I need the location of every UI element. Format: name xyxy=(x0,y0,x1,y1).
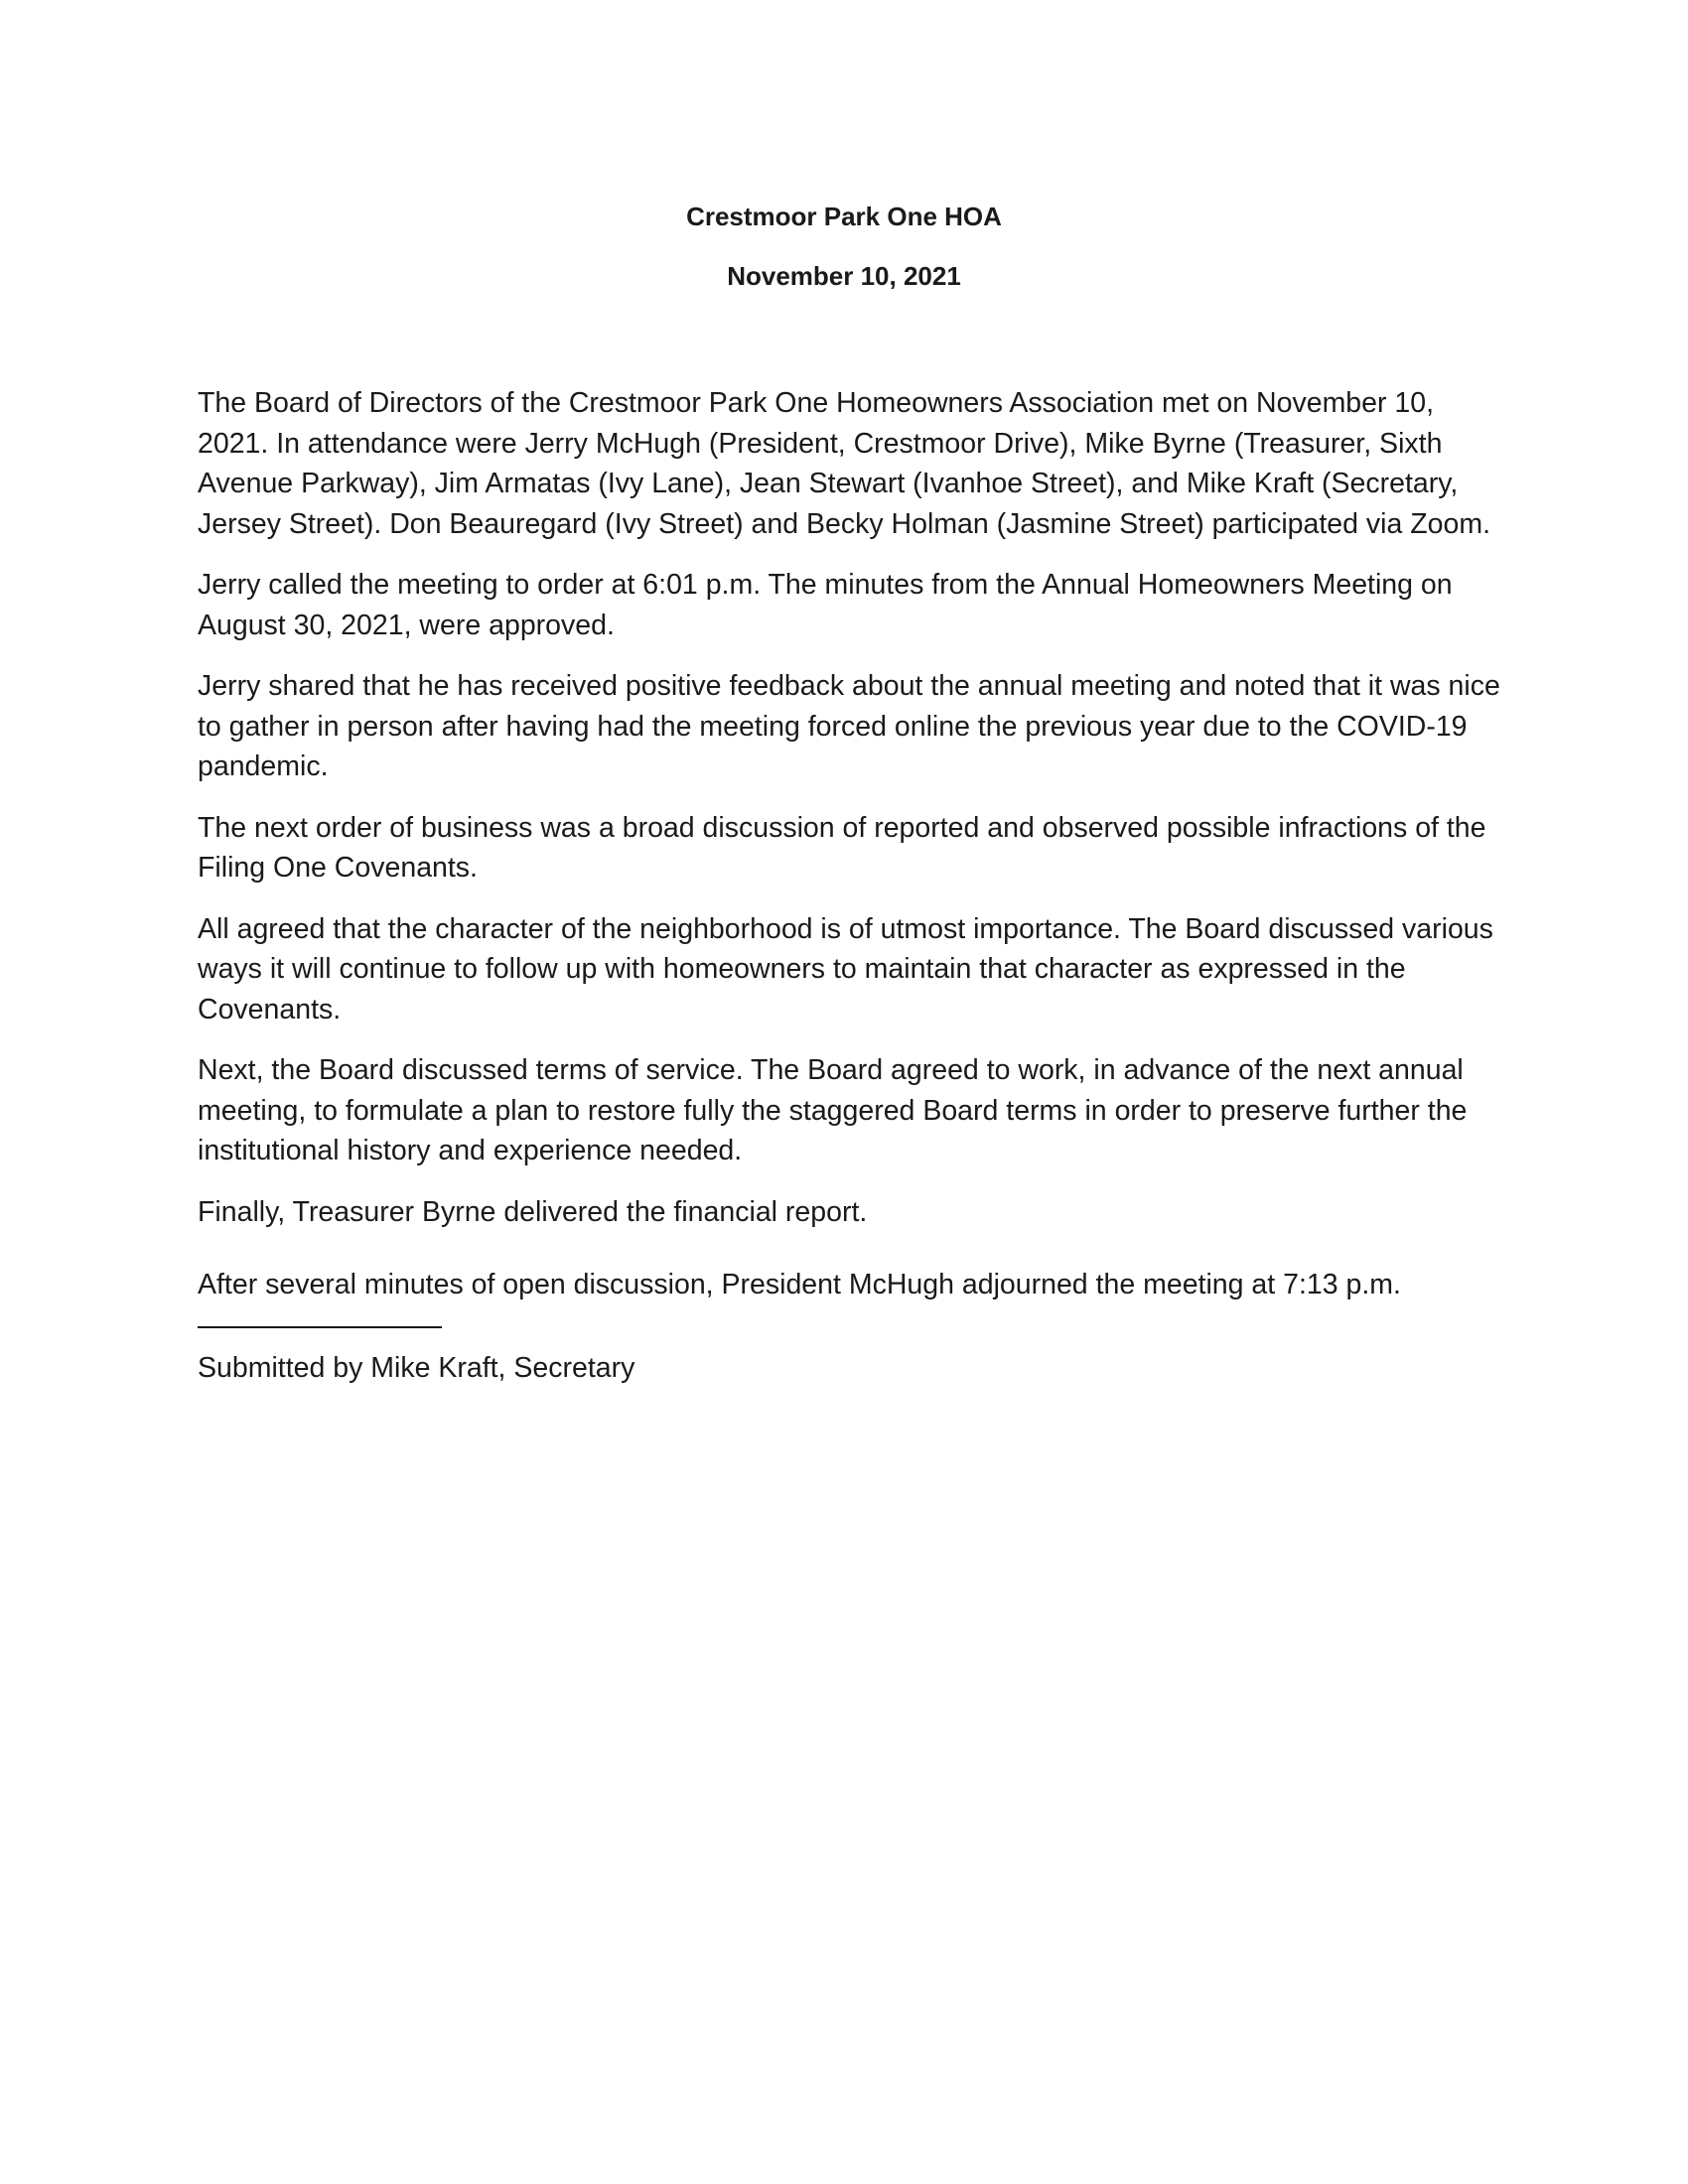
document-title: Crestmoor Park One HOA xyxy=(686,202,1002,231)
paragraph-character: All agreed that the character of the neighborhood is of utmost importance. The Board discussed various ways it will continue to follow up with homeowners to maintain that character as expressed in the Covenants. xyxy=(198,912,1493,1025)
minutes-body xyxy=(198,383,1508,1388)
submitted-by: Submitted by Mike Kraft, Secretary xyxy=(198,1351,635,1384)
paragraph-terms-of-service: Next, the Board discussed terms of service. The Board agreed to work, in advance of the next annual meeting, to formulate a plan to restore fully the staggered Board terms in order to preserve further the institutional history and experience needed. xyxy=(198,1054,1468,1166)
paragraph-call-to-order: Jerry called the meeting to order at 6:01 p.m. The minutes from the Annual Homeowners Meeting on August 30, 2021, were approved. xyxy=(198,569,1453,641)
paragraph-infractions: The next order of business was a broad discussion of reported and observed possible infractions of the Filing One Covenants. xyxy=(198,811,1486,884)
meeting-date: November 10, 2021 xyxy=(727,261,961,291)
signature-line xyxy=(198,1326,442,1328)
paragraph-adjournment: After several minutes of open discussion, President McHugh adjourned the meeting at 7:13 p.m. xyxy=(198,1269,1401,1300)
paragraph-attendance: The Board of Directors of the Crestmoor Park One Homeowners Association met on November 10, 2021. In attendance were Jerry McHugh (President, Crestmoor Drive), Mike Byrne (Treasurer, Sixth Avenue Parkway), Jim Armatas (Ivy Lane), Jean Stewart (Ivanhoe Street), and Mike Kraft (Secretary, Jersey Street). Don Beauregard (Ivy Street) and Becky Holman (Jasmine Street) participated via Zoom. xyxy=(198,387,1491,540)
paragraph-feedback: Jerry shared that he has received positive feedback about the annual meeting and noted that it was nice to gather in person after having had the meeting forced online the previous year due to the COVID-19 pandemic. xyxy=(198,670,1500,782)
paragraph-financial-report: Finally, Treasurer Byrne delivered the financial report. xyxy=(198,1195,868,1228)
